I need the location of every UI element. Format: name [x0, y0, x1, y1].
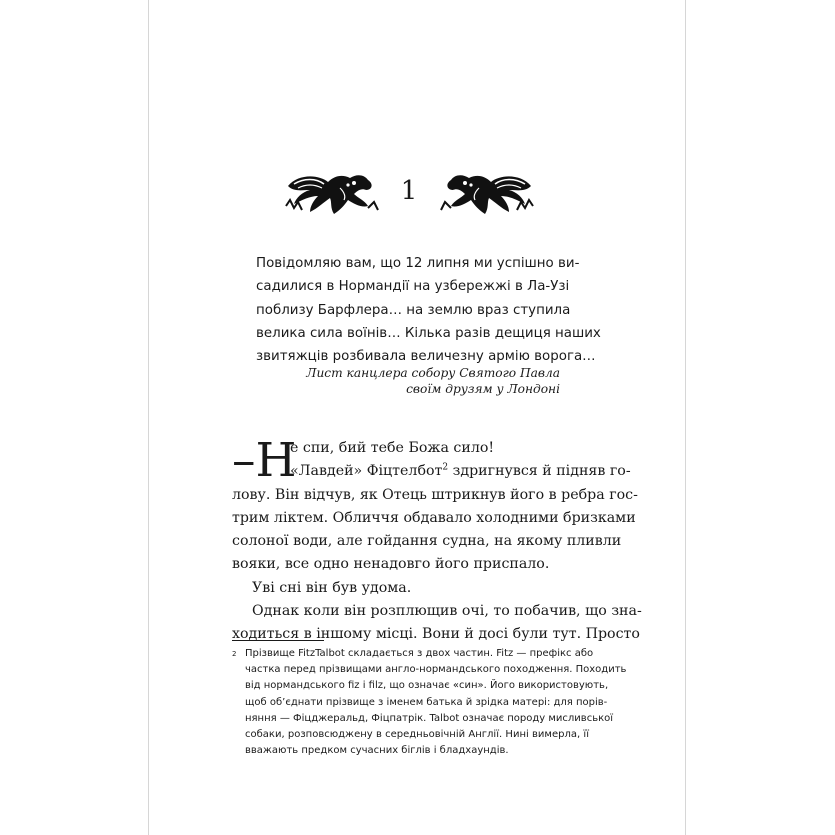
footnote-line: собаки, розповсюджену в середньовічній Англії. Нині вимерла, її — [245, 729, 589, 741]
footnote-line: Прізвище FitzTalbot складається з двох частин. Fitz — префікс або — [245, 648, 594, 659]
heraldic-beast-ornament-right — [437, 170, 535, 216]
epigraph-line: поблизу Барфлера… на землю враз ступила — [256, 302, 571, 318]
attribution-line: своїм друзям у Лондоні — [406, 382, 560, 396]
epigraph-line: Повідомляю вам, що 12 липня ми успішно ви- — [256, 256, 580, 271]
attribution-line: Лист канцлера собору Святого Павла — [306, 366, 560, 380]
dialogue-dash: – — [232, 433, 256, 488]
footnote-line: няння — Фіцджеральд, Фіцпатрік. Talbot означає породу мисливської — [245, 712, 614, 724]
nickname-text: «Лавдей» Фіцтелбот — [290, 463, 443, 480]
epigraph — [256, 252, 601, 368]
footnote-number: 2 — [232, 650, 237, 658]
body-line: солоної води, але гойдання судна, на якому пливли — [232, 533, 622, 550]
body-line: Уві сні він був удома. — [252, 579, 412, 596]
main-text — [232, 433, 642, 647]
footnote-line: від нормандського fiz і filz, що означає «син». Його використовують, — [245, 680, 609, 692]
footnote-line: вважають предком сучасних біглів і бладхаундів. — [245, 745, 509, 757]
body-line: Однак коли він розплющив очі, то побачив, що зна- — [252, 603, 642, 620]
footnote — [232, 646, 627, 759]
body-line: е спи, бий тебе Божа сило! — [290, 440, 495, 456]
epigraph-line: звитяжців розбивала величезну армію ворога… — [256, 349, 596, 365]
drop-cap — [232, 433, 297, 488]
chapter-number: 1 — [400, 176, 418, 206]
heraldic-beast-ornament-left — [284, 170, 382, 216]
drop-cap-letter: Н — [255, 433, 297, 488]
footnote-ref: 2 — [442, 462, 449, 473]
footnote-line: щоб об’єднати прізвище з іменем батька й зрідка матері: для порів- — [245, 696, 608, 708]
book-page — [148, 0, 686, 835]
body-line: вояки, все одно ненадовго його приспало. — [232, 556, 550, 573]
body-line: лову. Він відчув, як Отець штрикнув його в ребра гос- — [232, 486, 638, 503]
epigraph-line: велика сила воїнів… Кілька разів дещиця наших — [256, 325, 601, 341]
body-line: ходиться в іншому місці. Вони й досі були тут. Просто — [232, 626, 640, 643]
epigraph-attribution — [256, 365, 560, 397]
body-line: трим ліктем. Обличчя обдавало холодними бризками — [232, 509, 636, 526]
body-text: здригнувся й підняв го- — [448, 463, 631, 480]
footnote-line: частка перед прізвищами англо-нормандського походження. Походить — [245, 664, 627, 676]
footnote-divider — [232, 640, 324, 641]
epigraph-line: садилися в Нормандії на узбережжі в Ла-Узі — [256, 279, 570, 295]
